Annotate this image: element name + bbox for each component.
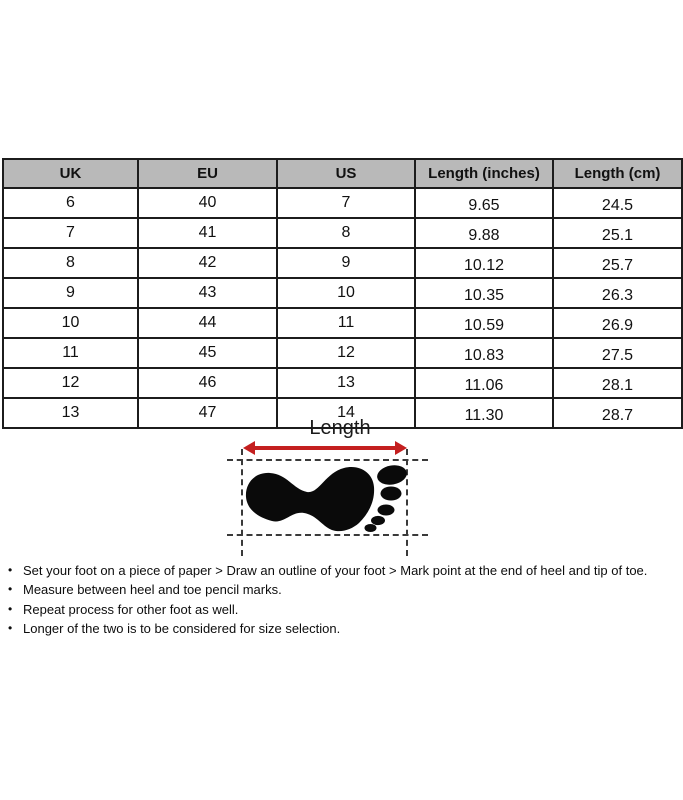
instruction-item: • Set your foot on a piece of paper > Draw an outline of your foot > Mark point at the end of heel and tip of toe. bbox=[2, 561, 682, 580]
table-cell: 27.5 bbox=[553, 338, 682, 368]
table-cell: 42 bbox=[138, 248, 277, 278]
length-arrow-icon bbox=[243, 441, 407, 455]
footprint-icon bbox=[240, 460, 410, 538]
column-header: Length (cm) bbox=[553, 159, 682, 188]
table-cell: 7 bbox=[3, 218, 138, 248]
table-cell: 43 bbox=[138, 278, 277, 308]
size-table-header-row bbox=[3, 159, 682, 188]
table-cell: 25.1 bbox=[553, 218, 682, 248]
table-row bbox=[3, 368, 682, 398]
table-row bbox=[3, 248, 682, 278]
table-cell: 40 bbox=[138, 188, 277, 218]
instruction-item: • Longer of the two is to be considered for size selection. bbox=[2, 619, 682, 638]
table-cell: 10.83 bbox=[415, 338, 553, 368]
table-cell: 10.59 bbox=[415, 308, 553, 338]
length-label: Length bbox=[309, 417, 371, 439]
instruction-item: • Measure between heel and toe pencil marks. bbox=[2, 580, 682, 599]
column-header: US bbox=[277, 159, 415, 188]
column-header: EU bbox=[138, 159, 277, 188]
size-table-body bbox=[3, 188, 682, 428]
table-cell: 10 bbox=[3, 308, 138, 338]
table-cell: 28.1 bbox=[553, 368, 682, 398]
table-row bbox=[3, 308, 682, 338]
table-cell: 45 bbox=[138, 338, 277, 368]
table-cell: 10.35 bbox=[415, 278, 553, 308]
table-cell: 24.5 bbox=[553, 188, 682, 218]
arrow-shaft bbox=[251, 446, 399, 450]
table-cell: 13 bbox=[3, 398, 138, 428]
table-cell: 9 bbox=[277, 248, 415, 278]
table-cell: 12 bbox=[3, 368, 138, 398]
column-header: UK bbox=[3, 159, 138, 188]
table-cell: 10 bbox=[277, 278, 415, 308]
table-cell: 26.3 bbox=[553, 278, 682, 308]
table-cell: 11.06 bbox=[415, 368, 553, 398]
table-cell: 25.7 bbox=[553, 248, 682, 278]
table-cell: 9 bbox=[3, 278, 138, 308]
instructions-list bbox=[2, 561, 682, 639]
table-cell: 11.30 bbox=[415, 398, 553, 428]
table-cell: 8 bbox=[277, 218, 415, 248]
size-chart-table bbox=[2, 158, 683, 429]
table-cell: 11 bbox=[277, 308, 415, 338]
table-cell: 46 bbox=[138, 368, 277, 398]
table-cell: 41 bbox=[138, 218, 277, 248]
table-cell: 14 bbox=[277, 398, 415, 428]
table-cell: 10.12 bbox=[415, 248, 553, 278]
table-row bbox=[3, 338, 682, 368]
table-row bbox=[3, 218, 682, 248]
column-header: Length (inches) bbox=[415, 159, 553, 188]
table-cell: 28.7 bbox=[553, 398, 682, 428]
instruction-item: • Repeat process for other foot as well. bbox=[2, 600, 682, 619]
table-cell: 9.65 bbox=[415, 188, 553, 218]
table-cell: 7 bbox=[277, 188, 415, 218]
table-row bbox=[3, 278, 682, 308]
table-cell: 47 bbox=[138, 398, 277, 428]
table-cell: 13 bbox=[277, 368, 415, 398]
table-cell: 12 bbox=[277, 338, 415, 368]
table-cell: 8 bbox=[3, 248, 138, 278]
table-cell: 11 bbox=[3, 338, 138, 368]
table-cell: 44 bbox=[138, 308, 277, 338]
table-row bbox=[3, 188, 682, 218]
table-cell: 9.88 bbox=[415, 218, 553, 248]
table-cell: 26.9 bbox=[553, 308, 682, 338]
table-cell: 6 bbox=[3, 188, 138, 218]
